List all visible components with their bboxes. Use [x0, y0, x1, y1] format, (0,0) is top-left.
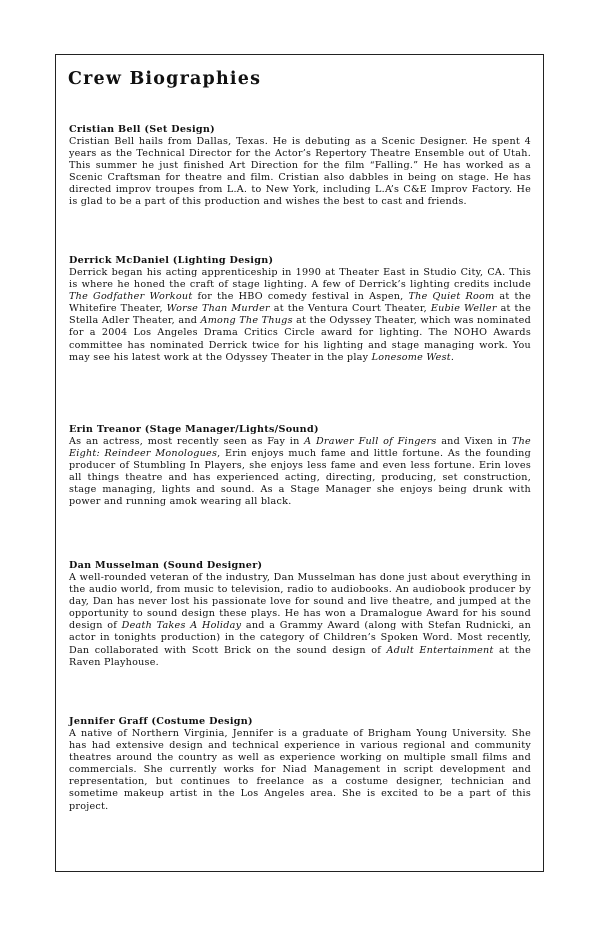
bio-text-run: As an actress, most recently seen as Fay in: [69, 436, 305, 447]
bio-text-run: Cristian Bell hails from Dallas, Texas. He is debuting as a Scenic Designer. He spent 4 years as the Technical Director for the Actor’s Repertory Theatre Ensemble out of Utah. This summer he just finished Art Direction for the film “Falling.” He has worked as a Scenic Craftsman for theatre and film. Cristian also dabbles in being on stage. He has directed improv troupes from L.A. to New York, including L.A’s C&E Improv Factory. He is glad to be a part of this production and wishes the best to cast and friends.: [69, 136, 531, 208]
bio-text-run: and Vixen in: [436, 436, 512, 447]
page-frame: [55, 54, 544, 872]
bio-heading: Jennifer Graff (Costume Design): [69, 716, 253, 727]
bio-dan-musselman: [69, 560, 531, 669]
bio-text-run: and a Grammy Award (along with Stefan Rudnicki, an actor in tonights production) in the category of Children’s Spoken Word. Most recently, Dan collaborated with Scott Brick on the sound design of: [69, 620, 531, 656]
bio-text-run: A well-rounded veteran of the industry, Dan Musselman has done just about everything in the audio world, from music to television, radio to audiobooks. An audiobook producer by day, Dan has never lost his passionate love for sound and live theatre, and jumped at the opportunity to sound design these plays. He has won a Dramalogue Award for his sound design of: [69, 572, 531, 632]
bio-jennifer-graff: [69, 716, 531, 813]
bio-heading: Derrick McDaniel (Lighting Design): [69, 255, 274, 266]
bio-text-run: at the Whitefire Theater,: [69, 291, 531, 315]
bio-text: [69, 728, 531, 813]
bio-text: [69, 136, 531, 209]
bio-cristian-bell: [69, 124, 531, 209]
bio-text-run: Derrick began his acting apprenticeship in 1990 at Theater East in Studio City, CA. This is where he honed the craft of stage lighting. A few of Derrick’s lighting credits include: [69, 267, 531, 291]
bio-text-run: .: [450, 351, 455, 363]
italic-title: Death Takes A Holiday: [121, 620, 242, 632]
bio-heading: Cristian Bell (Set Design): [69, 124, 216, 135]
bio-text-run: for the HBO comedy festival in Aspen,: [192, 291, 409, 303]
bio-heading: Dan Musselman (Sound Designer): [69, 560, 263, 571]
bio-derrick-mcdaniel: [69, 255, 531, 364]
bio-text-run: at the Odyssey Theater, which was nominated for a 2004 Los Angeles Drama Critics Circle award for lighting. The NOHO Awards committee has nominated Derrick twice for his lighting and stage managing work. You may see his latest work at the Odyssey Theater in the play: [69, 315, 531, 363]
italic-title: The Quiet Room: [408, 291, 495, 303]
bio-text-run: , Erin enjoys much fame and little fortune. As the founding producer of Stumbling In Players, she enjoys less fame and even less fortune. Erin loves all things theatre and has experienced acting, directing, producing, set construction, stage managing, lights and sound. As a Stage Manager she enjoys being drunk with power and running amok wearing all black.: [69, 448, 531, 508]
italic-title: The Godfather Workout: [69, 291, 193, 303]
page-title: Crew Biographies: [68, 69, 262, 89]
bio-heading: Erin Treanor (Stage Manager/Lights/Sound): [69, 424, 319, 435]
italic-title: Eubie Weller: [430, 303, 497, 315]
italic-title: Lonesome West: [371, 351, 451, 363]
italic-title: Adult Entertainment: [386, 644, 494, 656]
bio-text-run: at the Ventura Court Theater,: [269, 303, 431, 315]
italic-title: The Eight: Reindeer Monologues: [69, 436, 531, 460]
italic-title: A Drawer Full of Fingers: [304, 436, 437, 447]
bio-text: [69, 267, 531, 364]
bio-text-run: A native of Northern Virginia, Jennifer is a graduate of Brigham Young University. She has had extensive design and technical experience in various regional and community theatres around the country as well as experience working on multiple small films and commercials. She currently works for Niad Management in script development and representation, but continues to freelance as a costume designer, technician and sometime makeup artist in the Los Angeles area. She is excited to be a part of this project.: [69, 728, 531, 812]
bio-text: [69, 572, 531, 669]
bio-text: [69, 436, 531, 509]
bio-erin-treanor: [69, 424, 531, 509]
italic-title: Worse Than Murder: [166, 303, 270, 315]
bio-text-run: at the Stella Adler Theater, and: [69, 303, 532, 327]
italic-title: Among The Thugs: [200, 315, 293, 327]
bio-text-run: at the Raven Playhouse.: [69, 644, 531, 668]
